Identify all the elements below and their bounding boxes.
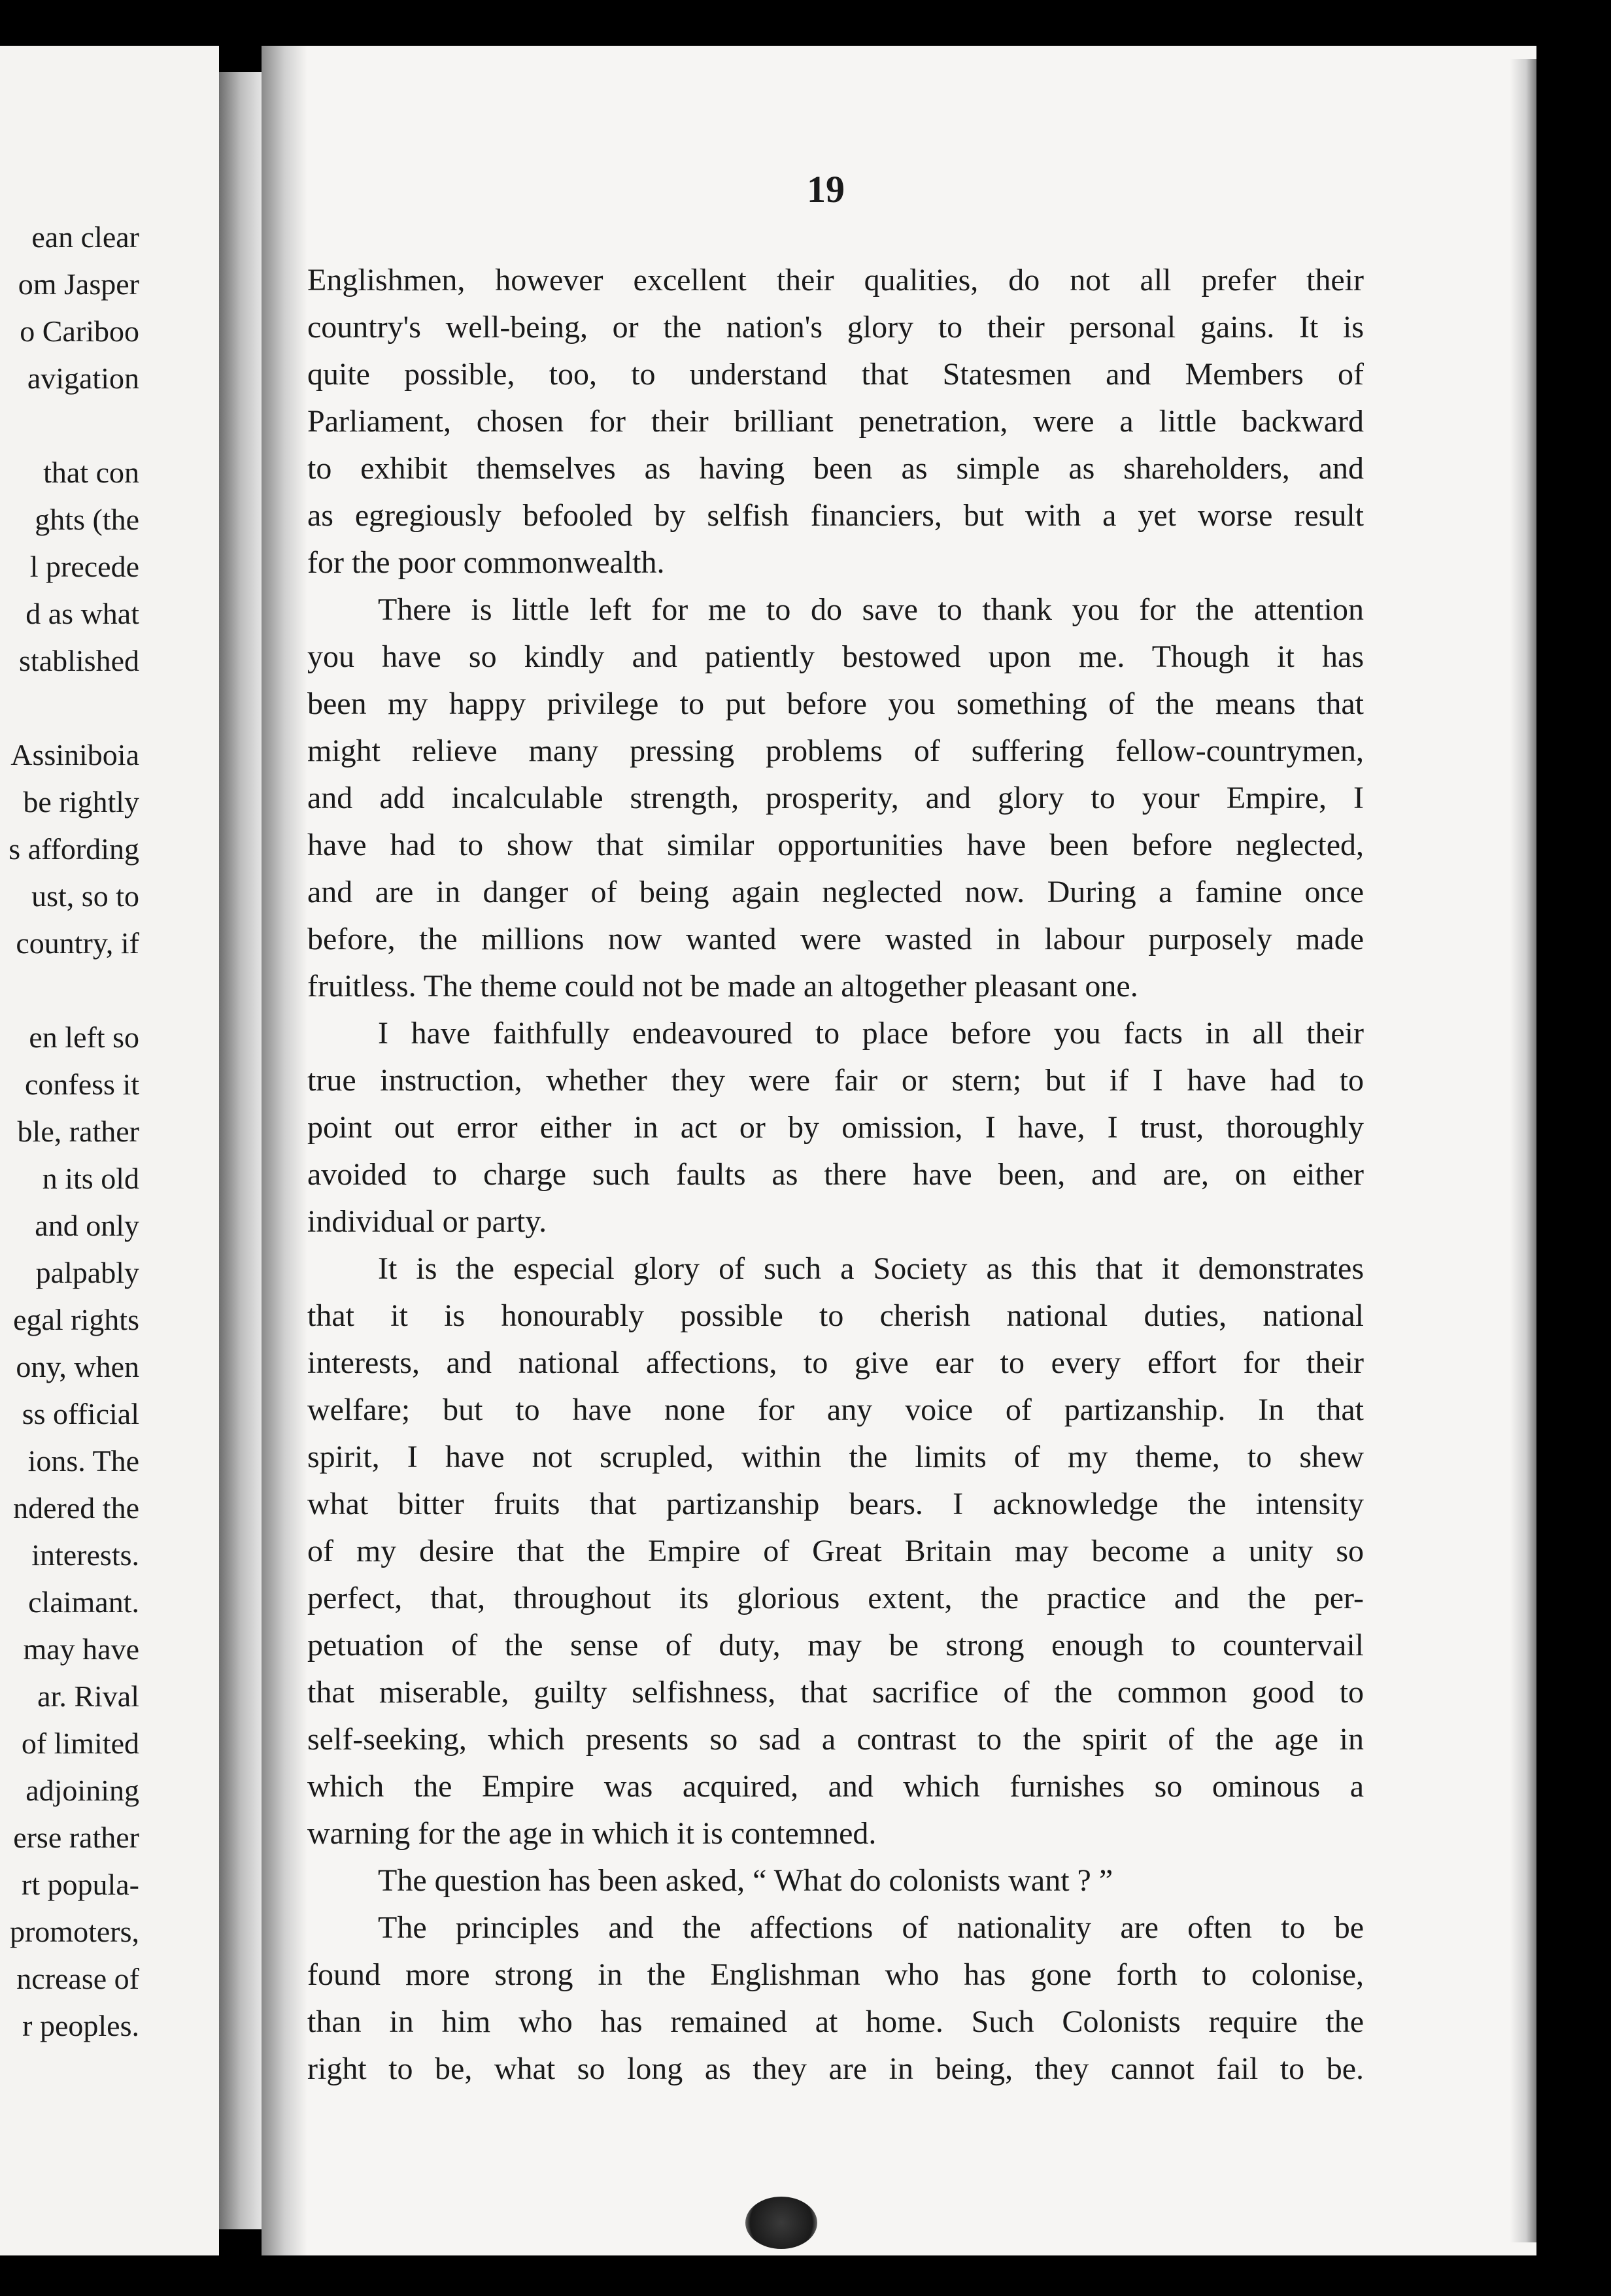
- body-text-line: that miserable, guilty selfishness, that sacrifice of the common good to: [307, 1675, 1364, 1710]
- body-text-line: There is little left for me to do save to thank you for the attention: [378, 592, 1364, 627]
- left-page-line: of limited: [21, 1727, 139, 1760]
- body-text-line: self-seeking, which presents so sad a contrast to the spirit of the age in: [307, 1722, 1364, 1757]
- body-text-line: Englishmen, however excellent their qualities, do not all prefer their: [307, 263, 1364, 297]
- body-text-line: welfare; but to have none for any voice of partizanship. In that: [307, 1393, 1364, 1427]
- body-text-line: avoided to charge such faults as there have been, and are, on either: [307, 1157, 1364, 1192]
- body-text-line: right to be, what so long as they are in being, they cannot fail to be.: [307, 2051, 1364, 2086]
- left-page-line: and only: [35, 1209, 139, 1242]
- left-page-line: ss official: [22, 1397, 139, 1430]
- left-page-line: r peoples.: [22, 2009, 139, 2042]
- body-text-line: interests, and national affections, to give ear to every effort for their: [307, 1345, 1364, 1380]
- body-text-line: It is the especial glory of such a Society as this that it demonstrates: [378, 1251, 1364, 1286]
- left-page-line: country, if: [16, 926, 139, 960]
- left-page-line: rt popula-: [21, 1868, 139, 1901]
- left-facing-page: [0, 46, 219, 2255]
- left-page-line: ean clear: [31, 220, 139, 254]
- body-text-line: warning for the age in which it is contemned.: [307, 1816, 877, 1851]
- left-page-line: erse rather: [13, 1821, 139, 1854]
- body-text-line: country's well-being, or the nation's glory to their personal gains. It is: [307, 310, 1364, 345]
- left-page-line: promoters,: [9, 1915, 139, 1948]
- body-text-line: might relieve many pressing problems of suffering fellow-countrymen,: [307, 734, 1364, 768]
- body-text-line: spirit, I have not scrupled, within the limits of my theme, to shew: [307, 1440, 1364, 1474]
- body-text-line: individual or party.: [307, 1204, 547, 1239]
- page-edge: [1510, 59, 1536, 2242]
- body-text-line: for the poor commonwealth.: [307, 545, 665, 580]
- left-page-line: o Cariboo: [20, 314, 139, 348]
- body-text-line: quite possible, too, to understand that Statesmen and Members of: [307, 357, 1364, 392]
- body-text-line: The question has been asked, “ What do colonists want ? ”: [378, 1863, 1113, 1898]
- body-text-line: and are in danger of being again neglected now. During a famine once: [307, 875, 1364, 909]
- left-page-line: Assiniboia: [10, 738, 139, 771]
- left-page-line: adjoining: [25, 1774, 139, 1807]
- body-text-line: I have faithfully endeavoured to place before you facts in all their: [378, 1016, 1364, 1051]
- left-page-line: confess it: [24, 1068, 139, 1101]
- left-page-line: stablished: [19, 644, 139, 677]
- left-page-line: ndered the: [13, 1491, 139, 1525]
- left-page-line: d as what: [25, 597, 139, 630]
- body-text-line: The principles and the affections of nationality are often to be: [378, 1910, 1364, 1945]
- body-text-line: point out error either in act or by omission, I have, I trust, thoroughly: [307, 1110, 1364, 1145]
- body-text-line: true instruction, whether they were fair or stern; but if I have had to: [307, 1063, 1364, 1098]
- left-page-line: interests.: [31, 1538, 139, 1572]
- left-page-line: ony, when: [16, 1350, 139, 1383]
- left-page-line: s affording: [8, 832, 139, 866]
- left-page-line: ust, so to: [31, 879, 139, 913]
- body-text-line: been my happy privilege to put before you something of the means that: [307, 686, 1364, 721]
- body-text-line: what bitter fruits that partizanship bears. I acknowledge the intensity: [307, 1487, 1364, 1521]
- left-page-line: n its old: [42, 1162, 139, 1195]
- main-page: [262, 46, 1536, 2255]
- spine-shadow: [262, 46, 307, 2255]
- body-text-line: petuation of the sense of duty, may be strong enough to countervail: [307, 1628, 1364, 1663]
- left-page-line: ghts (the: [35, 503, 139, 536]
- page-number: 19: [807, 168, 845, 211]
- left-page-line: that con: [43, 456, 139, 489]
- left-page-line: avigation: [27, 362, 139, 395]
- body-text-line: perfect, that, throughout its glorious extent, the practice and the per-: [307, 1581, 1364, 1615]
- body-text-line: found more strong in the Englishman who has gone forth to colonise,: [307, 1957, 1364, 1992]
- body-text-line: of my desire that the Empire of Great Britain may become a unity so: [307, 1534, 1364, 1568]
- ink-blot: [745, 2197, 817, 2249]
- left-page-line: may have: [23, 1632, 139, 1666]
- left-page-line: be rightly: [23, 785, 139, 819]
- left-page-line: ncrease of: [16, 1962, 139, 1995]
- left-page-line: claimant.: [28, 1585, 139, 1619]
- left-page-line: ions. The: [27, 1444, 139, 1477]
- body-text-line: that it is honourably possible to cherish national duties, national: [307, 1298, 1364, 1333]
- left-page-line: en left so: [29, 1021, 139, 1054]
- body-text-line: have had to show that similar opportunities have been before neglected,: [307, 828, 1364, 862]
- body-text-line: you have so kindly and patiently bestowed upon me. Though it has: [307, 639, 1364, 674]
- body-text-line: and add incalculable strength, prosperity, and glory to your Empire, I: [307, 781, 1364, 815]
- body-text-line: as egregiously befooled by selfish financiers, but with a yet worse result: [307, 498, 1364, 533]
- body-text-line: than in him who has remained at home. Such Colonists require the: [307, 2004, 1364, 2039]
- body-text-line: fruitless. The theme could not be made an altogether pleasant one.: [307, 969, 1138, 1004]
- body-text-line: Parliament, chosen for their brilliant penetration, were a little backward: [307, 404, 1364, 439]
- left-page-line: ble, rather: [17, 1115, 139, 1148]
- left-page-line: palpably: [35, 1256, 139, 1289]
- left-page-line: egal rights: [13, 1303, 139, 1336]
- body-text-line: which the Empire was acquired, and which furnishes so ominous a: [307, 1769, 1364, 1804]
- left-page-line: om Jasper: [18, 267, 139, 301]
- body-text-line: before, the millions now wanted were wasted in labour purposely made: [307, 922, 1364, 956]
- body-text-line: to exhibit themselves as having been as simple as shareholders, and: [307, 451, 1364, 486]
- left-page-line: l precede: [29, 550, 139, 583]
- left-page-line: ar. Rival: [37, 1680, 139, 1713]
